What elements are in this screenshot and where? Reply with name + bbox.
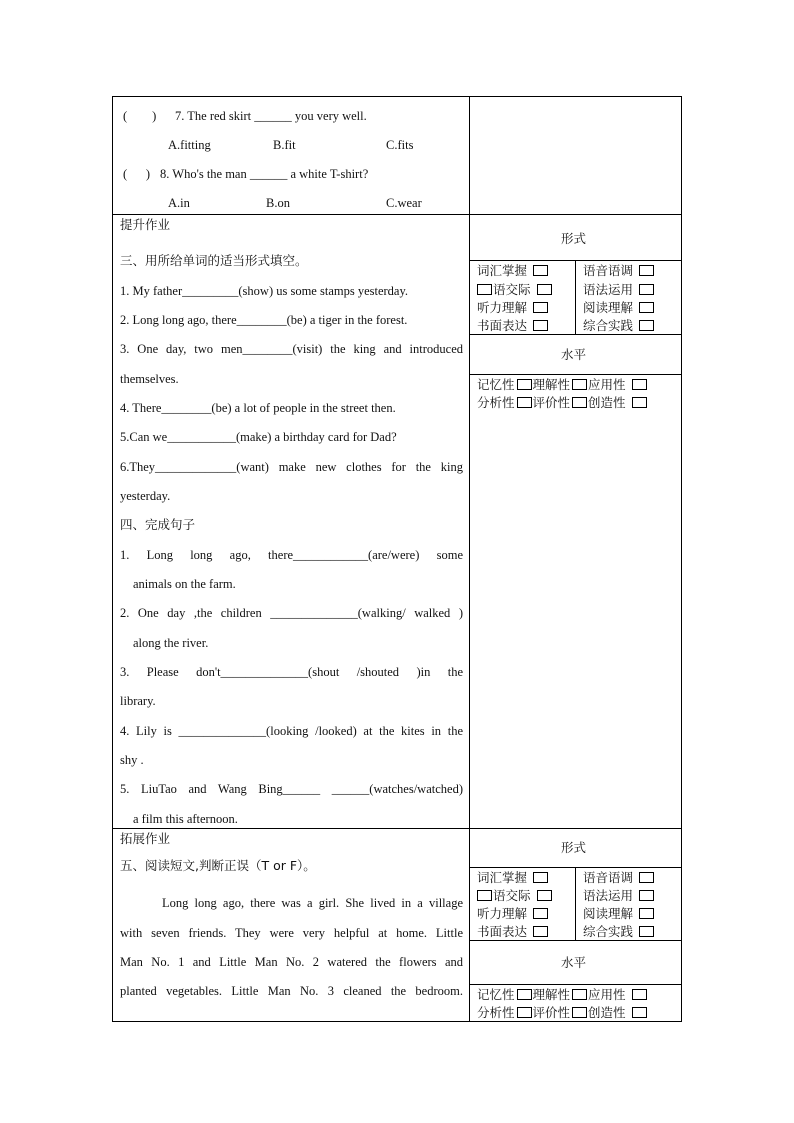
part5-title: 五、阅读短文,判断正误（T or F）。 [120,858,316,873]
checkbox[interactable] [632,379,647,390]
question-stem: 8. Who's the man ______ a white T-shirt? [160,167,369,181]
part4-item-4: 4. Lily is ______________(looking /looked) at the kites in the [120,724,463,738]
checkbox[interactable] [533,926,548,937]
level-label: 应用性 [588,987,626,1002]
form-item-vocabulary [477,263,548,279]
part3-item-1: 1. My father_________(show) us some stamps yesterday. [120,284,409,298]
section-heading-tuozhan: 拓展作业 [120,831,171,846]
checkbox[interactable] [639,302,654,313]
form-item-pronunciation [583,870,654,886]
checkbox[interactable] [572,1007,587,1018]
checkbox[interactable] [517,989,532,1000]
option-c: C.fits [386,138,414,152]
form-item-grammar [583,282,654,298]
section-heading-tisheng: 提升作业 [120,217,171,232]
form-item-practice [583,924,654,940]
part4-item-5-cont: a film this afternoon. [133,812,238,826]
checkbox[interactable] [639,926,654,937]
level-label: 应用性 [588,377,626,392]
form-label: 阅读理解 [583,300,634,315]
level-header: 水平 [561,955,587,970]
passage-line-2: with seven friends. They were very helpful at home. Little [120,926,463,940]
form-item-listening [477,906,548,922]
row-divider-2 [112,828,682,829]
row-divider-1 [112,214,682,215]
table-border-bottom [112,1021,682,1022]
checkbox[interactable] [477,284,492,295]
form-label: 语交际 [493,282,531,297]
checkbox[interactable] [632,1007,647,1018]
level-label: 创造性 [588,1005,626,1020]
part3-item-6: 6.They_____________(want) make new clothes for the king [120,460,463,474]
level-row-1 [477,377,647,393]
form-header: 形式 [561,840,587,855]
option-c: C.wear [386,196,422,210]
answer-paren: ( ) [123,109,157,123]
table-column-divider [469,96,470,1022]
form-item-writing [477,924,548,940]
checkbox[interactable] [537,284,552,295]
form-item-communication [477,888,552,904]
checkbox[interactable] [533,872,548,883]
level-label: 理解性 [532,987,571,1002]
part3-item-3: 3. One day, two men________(visit) the king and introduced [120,342,463,356]
form-label: 听力理解 [477,300,528,315]
checkbox[interactable] [632,397,647,408]
form-label: 听力理解 [477,906,528,921]
form-item-communication [477,282,552,298]
level-label: 理解性 [532,377,571,392]
level-label: 创造性 [588,395,626,410]
table-border-right [681,96,682,1022]
checkbox[interactable] [533,320,548,331]
part3-item-3-cont: themselves. [120,372,179,386]
option-a: A.in [168,196,190,210]
answer-paren: ( ) [123,167,151,181]
option-b: B.fit [273,138,296,152]
form-label: 词汇掌握 [477,870,528,885]
form-item-reading [583,906,654,922]
level-label: 记忆性 [477,987,515,1002]
part4-item-4-cont: shy . [120,753,144,767]
part4-title: 四、完成句子 [120,517,196,532]
form-label: 综合实践 [583,318,634,333]
checkbox[interactable] [632,989,647,1000]
checkbox[interactable] [639,908,654,919]
level-row-2 [477,1005,647,1021]
part4-item-3: 3. Please don't______________(shout /shouted )in the [120,665,463,679]
checkbox[interactable] [517,379,532,390]
table-border-top [112,96,682,97]
part3-item-4: 4. There________(be) a lot of people in the street then. [120,401,396,415]
part4-item-1-cont: animals on the farm. [133,577,236,591]
part4-item-2-cont: along the river. [133,636,209,650]
level-header: 水平 [561,347,587,362]
part3-item-6-cont: yesterday. [120,489,171,503]
form-item-writing [477,318,548,334]
checkbox[interactable] [517,1007,532,1018]
form-header: 形式 [561,231,587,246]
checkbox[interactable] [533,265,548,276]
form-label: 阅读理解 [583,906,634,921]
form-label: 综合实践 [583,924,634,939]
checkbox[interactable] [639,265,654,276]
checkbox[interactable] [572,379,587,390]
form-item-vocabulary [477,870,548,886]
checkbox[interactable] [533,302,548,313]
passage-line-3: Man No. 1 and Little Man No. 2 watered the flowers and [120,955,463,969]
part4-item-3-cont: library. [120,694,156,708]
sidebar2-form-split-line [575,867,576,941]
level-row-1 [477,987,647,1003]
part4-item-5: 5. LiuTao and Wang Bing______ ______(watches/watched) [120,782,463,796]
form-label: 书面表达 [477,924,528,939]
part3-item-5: 5.Can we___________(make) a birthday card for Dad? [120,430,397,444]
form-label: 词汇掌握 [477,263,528,278]
option-b: B.on [266,196,290,210]
checkbox[interactable] [639,320,654,331]
form-item-reading [583,300,654,316]
checkbox[interactable] [517,397,532,408]
question-stem: 7. The red skirt ______ you very well. [175,109,367,123]
form-item-grammar [583,888,654,904]
sidebar2-level-header-line [469,984,682,985]
sidebar1-form-split-line [575,260,576,335]
part4-item-2: 2. One day ,the children ______________(walking/ walked ) [120,606,463,620]
checkbox[interactable] [477,890,492,901]
level-label: 分析性 [477,395,515,410]
checkbox[interactable] [639,284,654,295]
checkbox[interactable] [572,989,587,1000]
checkbox[interactable] [572,397,587,408]
option-a: A.fitting [168,138,211,152]
passage-line-4: planted vegetables. Little Man No. 3 cleaned the bedroom. [120,984,463,998]
part3-item-2: 2. Long long ago, there________(be) a tiger in the forest. [120,313,408,327]
form-label: 书面表达 [477,318,528,333]
table-border-left [112,96,113,1022]
level-label: 分析性 [477,1005,515,1020]
level-label: 评价性 [532,395,571,410]
level-label: 评价性 [532,1005,571,1020]
level-row-2 [477,395,647,411]
part4-item-1: 1. Long long ago, there____________(are/were) some [120,548,463,562]
form-label: 语法运用 [583,888,634,903]
part3-title: 三、用所给单词的适当形式填空。 [120,253,308,268]
form-label: 语法运用 [583,282,634,297]
checkbox[interactable] [639,872,654,883]
checkbox[interactable] [533,908,548,919]
sidebar1-level-header-line [469,374,682,375]
form-label: 语交际 [493,888,531,903]
checkbox[interactable] [639,890,654,901]
form-item-pronunciation [583,263,654,279]
checkbox[interactable] [537,890,552,901]
form-item-practice [583,318,654,334]
form-label: 语音语调 [583,870,634,885]
form-item-listening [477,300,548,316]
form-label: 语音语调 [583,263,634,278]
level-label: 记忆性 [477,377,515,392]
passage-line-1: Long long ago, there was a girl. She lived in a village [162,896,463,910]
